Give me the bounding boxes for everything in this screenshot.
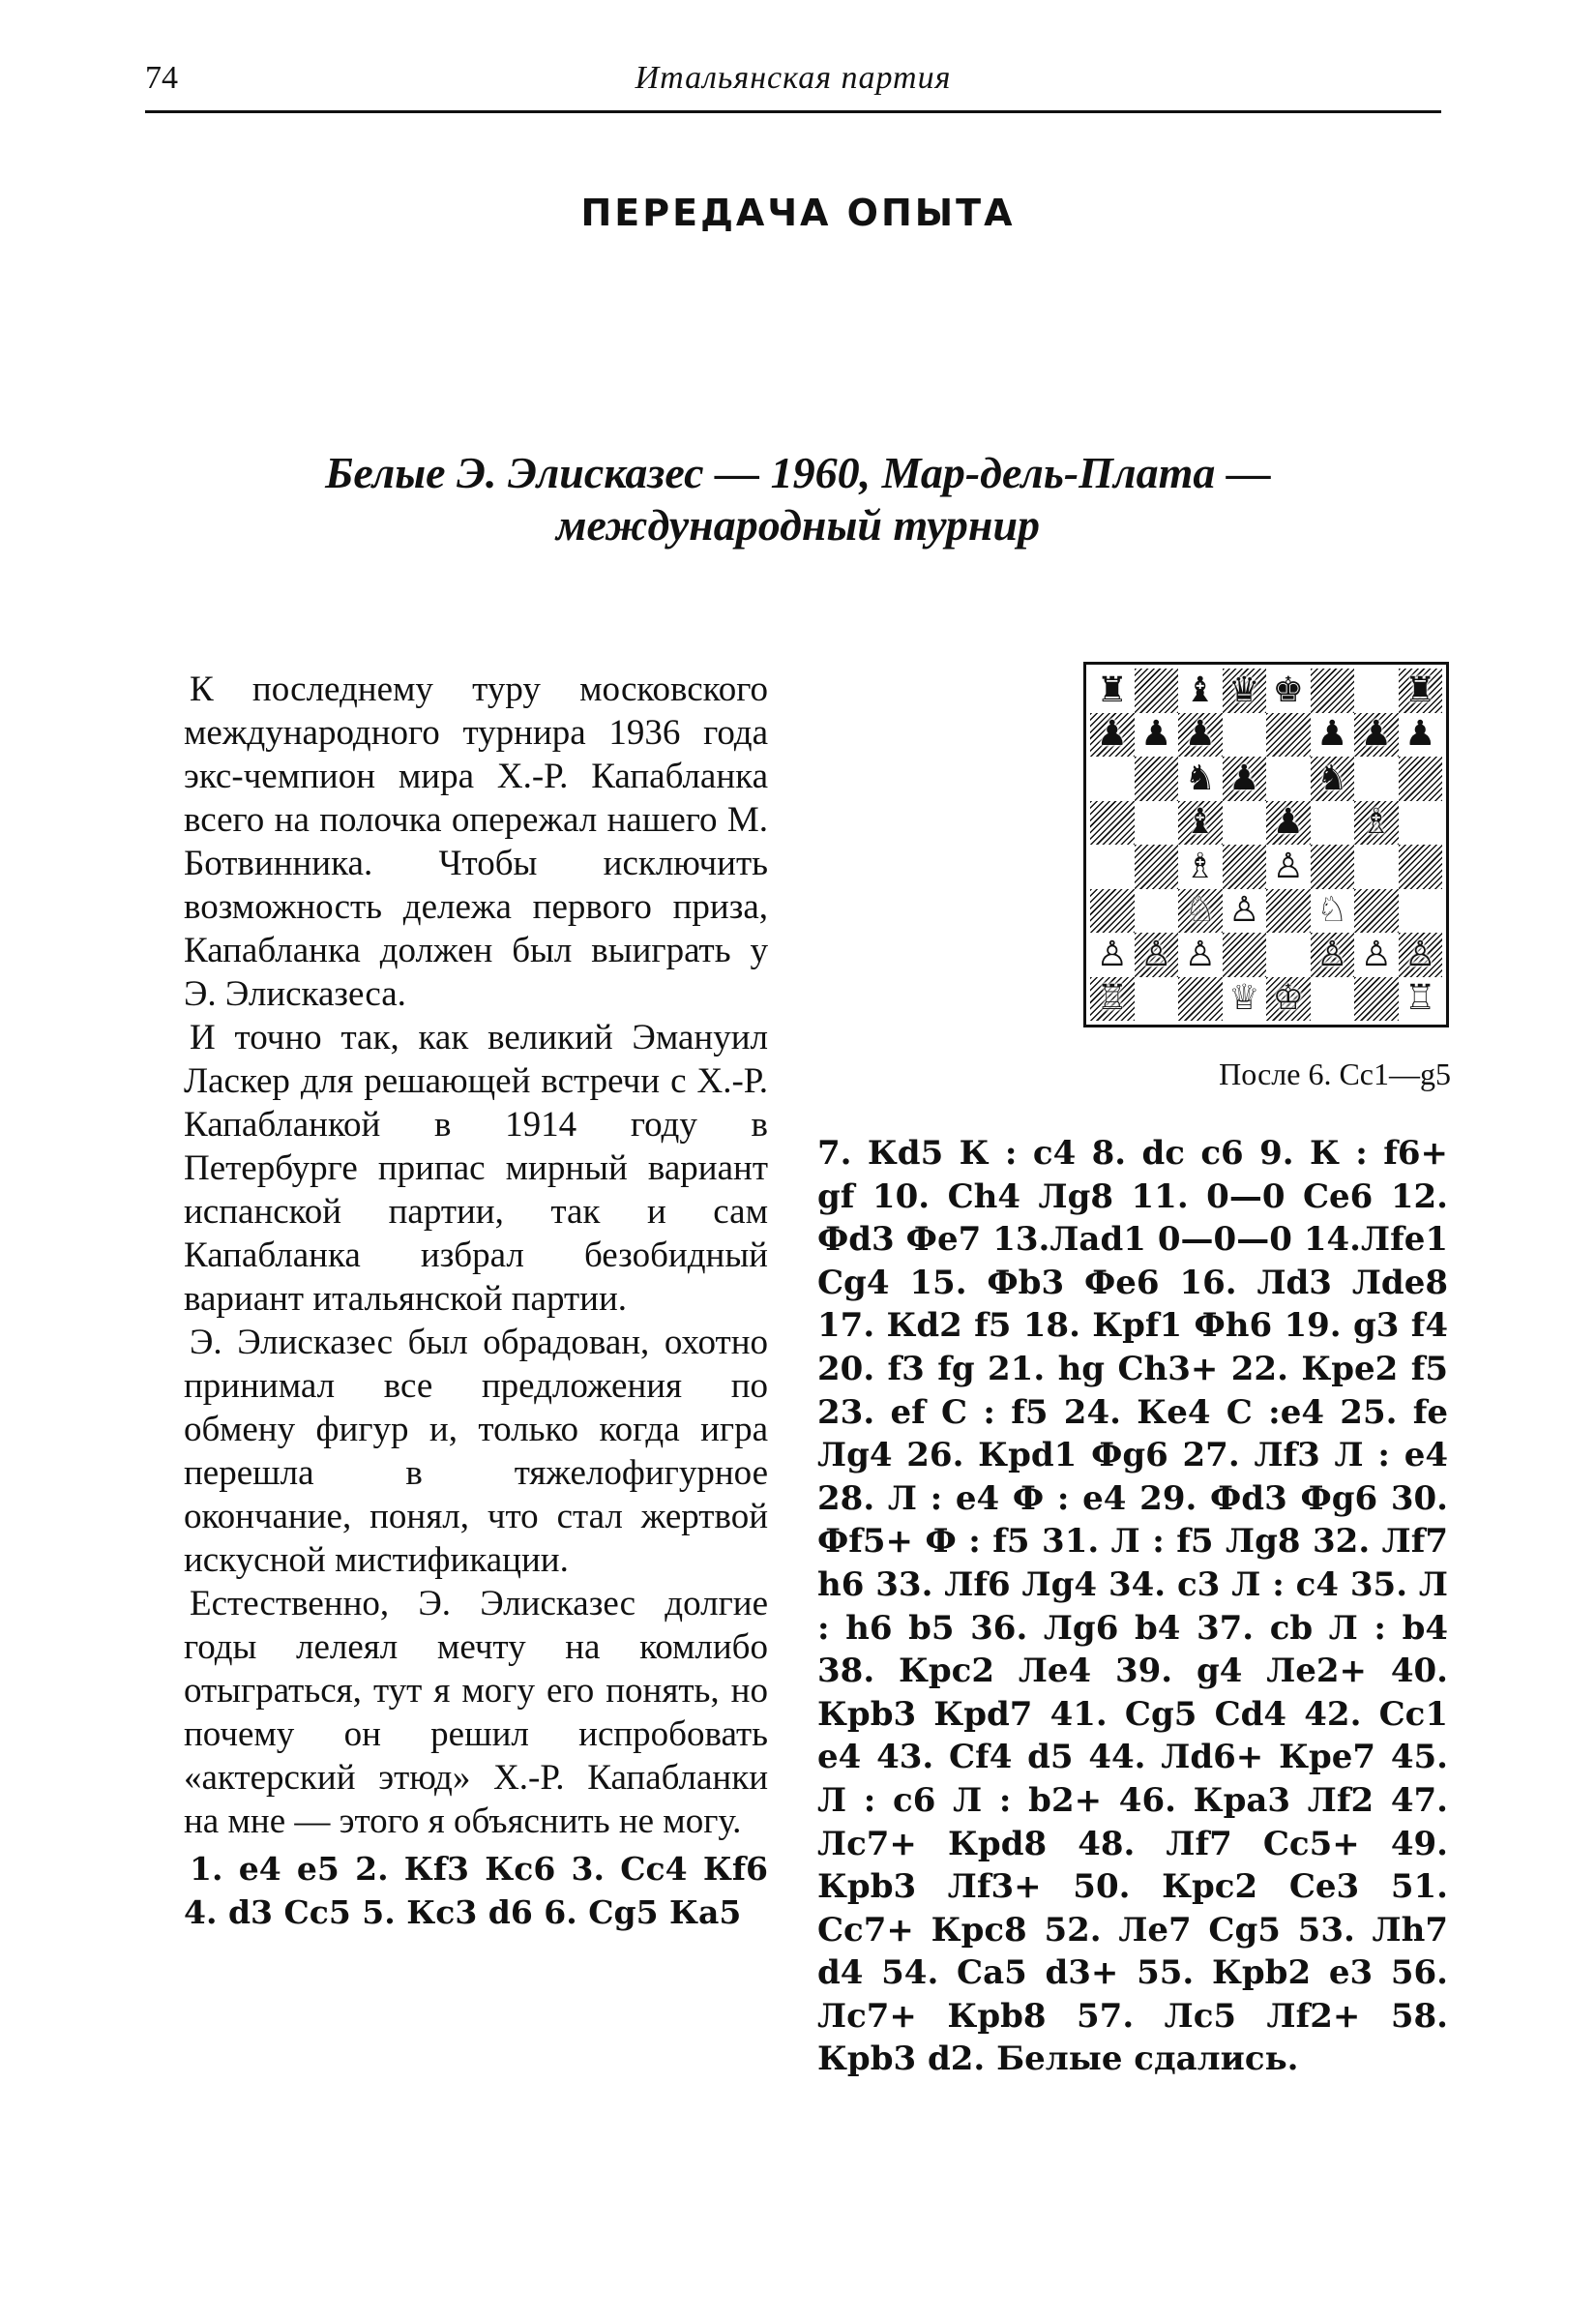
square-f7 bbox=[1311, 713, 1355, 758]
chess-piece-icon: ♙ bbox=[1404, 934, 1436, 974]
chess-piece-icon: ♟ bbox=[1096, 714, 1128, 755]
square-b7 bbox=[1135, 713, 1179, 758]
chapter-title: ПЕРЕДАЧА ОПЫТА bbox=[580, 192, 1016, 234]
square-d2 bbox=[1223, 933, 1267, 977]
chess-piece-icon: ♔ bbox=[1272, 978, 1304, 1019]
chess-piece-icon: ♖ bbox=[1404, 978, 1436, 1019]
chess-piece-icon: ♝ bbox=[1184, 802, 1216, 843]
square-e6 bbox=[1266, 757, 1311, 801]
square-c6 bbox=[1178, 757, 1223, 801]
square-d4 bbox=[1223, 845, 1267, 889]
square-h8 bbox=[1399, 669, 1443, 713]
game-heading bbox=[193, 447, 1403, 551]
square-f8 bbox=[1311, 669, 1355, 713]
square-e2 bbox=[1266, 933, 1311, 977]
chess-diagram bbox=[1083, 662, 1449, 1027]
chess-piece-icon: ♙ bbox=[1096, 934, 1128, 974]
square-c4 bbox=[1178, 845, 1223, 889]
square-g7 bbox=[1354, 713, 1399, 758]
square-g4 bbox=[1354, 845, 1399, 889]
chess-piece-icon: ♛ bbox=[1228, 670, 1260, 710]
square-d1 bbox=[1223, 977, 1267, 1022]
square-a1 bbox=[1090, 977, 1135, 1022]
square-h6 bbox=[1399, 757, 1443, 801]
square-a7 bbox=[1090, 713, 1135, 758]
square-d5 bbox=[1223, 801, 1267, 846]
square-e8 bbox=[1266, 669, 1311, 713]
chess-piece-icon: ♙ bbox=[1316, 934, 1348, 974]
square-a2 bbox=[1090, 933, 1135, 977]
diagram-caption: После 6. Сc1—g5 bbox=[1219, 1057, 1451, 1091]
square-e3 bbox=[1266, 889, 1311, 934]
square-b4 bbox=[1135, 845, 1179, 889]
square-h1 bbox=[1399, 977, 1443, 1022]
square-f4 bbox=[1311, 845, 1355, 889]
game-heading-line2: международный турнир bbox=[555, 500, 1041, 550]
square-d7 bbox=[1223, 713, 1267, 758]
square-f1 bbox=[1311, 977, 1355, 1022]
square-f3 bbox=[1311, 889, 1355, 934]
square-g5 bbox=[1354, 801, 1399, 846]
chess-piece-icon: ♖ bbox=[1096, 978, 1128, 1019]
square-a6 bbox=[1090, 757, 1135, 801]
square-b2 bbox=[1135, 933, 1179, 977]
chess-piece-icon: ♙ bbox=[1184, 934, 1216, 974]
square-d6 bbox=[1223, 757, 1267, 801]
square-g8 bbox=[1354, 669, 1399, 713]
chess-piece-icon: ♟ bbox=[1140, 714, 1172, 755]
square-e7 bbox=[1266, 713, 1311, 758]
chess-piece-icon: ♗ bbox=[1184, 846, 1216, 886]
square-d3 bbox=[1223, 889, 1267, 934]
square-b6 bbox=[1135, 757, 1179, 801]
square-h7 bbox=[1399, 713, 1443, 758]
square-f5 bbox=[1311, 801, 1355, 846]
square-g1 bbox=[1354, 977, 1399, 1022]
game-moves: 7. Кd5 К : c4 8. dc c6 9. К : f6+ gf 10. Сh4 Лg8 11. 0—0 Сe6 12. Фd3 Фe7 13.Лad1 0—0—0 14.Лfe1 Сg4 15. Фb3 Фe6 16. Лd3 Лde8 17. Кd2 f5 18. Кpf1 Фh6 19. g3 f4 20. f3 fg 21. hg Сh3+ 22. Кpe2 f5 23. ef С : f5 24. Кe4 С :e4 25. fe Лg4 26. Кpd1 Фg6 27. Лf3 Л : e4 28. Л : e4 Ф : e4 29. Фd3 Фg6 30. Фf5+ Ф : f5 31. Л : f5 Лg8 32. Лf7 h6 33. Лf6 Лg4 34. c3 Л : c4 35. Л : h6 b5 36. Лg6 b4 37. cb Л : b4 38. Кpc2 Лe4 39. g4 Лe2+ 40. Кpb3 Кpd7 41. Сg5 Сd4 42. Сc1 e4 43. Сf4 d5 44. Лd6+ Кpe7 45. Л : c6 Л : b2+ 46. Кpa3 Лf2 47. Лc7+ Кpd8 48. Лf7 Сc5+ 49. Кpb3 Лf3+ 50. Кpc2 Сe3 51. Сc7+ Кpc8 52. Лe7 Сg5 53. Лh7 d4 54. Сa5 d3+ 55. Кpb2 e3 56. Лc7+ Кpb8 57. Лc5 Лf2+ 58. Кpb3 d2. Белые сдались. bbox=[817, 1134, 1448, 2079]
square-f2 bbox=[1311, 933, 1355, 977]
square-h5 bbox=[1399, 801, 1443, 846]
square-d8 bbox=[1223, 669, 1267, 713]
chess-piece-icon: ♙ bbox=[1228, 890, 1260, 931]
square-h4 bbox=[1399, 845, 1443, 889]
chess-piece-icon: ♟ bbox=[1316, 714, 1348, 755]
square-c1 bbox=[1178, 977, 1223, 1022]
chess-piece-icon: ♞ bbox=[1316, 758, 1348, 798]
chess-piece-icon: ♟ bbox=[1228, 758, 1260, 798]
square-c3 bbox=[1178, 889, 1223, 934]
chess-piece-icon: ♟ bbox=[1272, 802, 1304, 843]
square-c5 bbox=[1178, 801, 1223, 846]
running-header bbox=[145, 60, 1441, 108]
square-a8 bbox=[1090, 669, 1135, 713]
game-heading-line1: Белые Э. Элисказес — 1960, Мар-дель-Плата — bbox=[325, 448, 1271, 497]
square-e5 bbox=[1266, 801, 1311, 846]
chess-piece-icon: ♙ bbox=[1272, 846, 1304, 886]
commentary-column bbox=[184, 668, 768, 1934]
chess-piece-icon: ♟ bbox=[1184, 714, 1216, 755]
square-a5 bbox=[1090, 801, 1135, 846]
chess-piece-icon: ♘ bbox=[1316, 890, 1348, 931]
square-b1 bbox=[1135, 977, 1179, 1022]
square-c7 bbox=[1178, 713, 1223, 758]
square-g2 bbox=[1354, 933, 1399, 977]
chess-piece-icon: ♕ bbox=[1228, 978, 1260, 1019]
header-rule bbox=[145, 110, 1441, 113]
square-e1 bbox=[1266, 977, 1311, 1022]
chess-piece-icon: ♞ bbox=[1184, 758, 1216, 798]
chess-piece-icon: ♜ bbox=[1404, 670, 1436, 710]
paragraph: К последнему туру московского международного турнира 1936 года экс-чемпион мира Х.-Р. Капабланка всего на полочка опережал нашего М. Ботвинника. Чтобы исключить возможность дележа первого приза, Капабланка должен был выиграть у Э. Элисказеса. bbox=[184, 670, 768, 1014]
square-g3 bbox=[1354, 889, 1399, 934]
square-h3 bbox=[1399, 889, 1443, 934]
opening-moves: 1. e4 e5 2. Кf3 Кc6 3. Сc4 Кf6 4. d3 Сc5 5. Кc3 d6 6. Сg5 Кa5 bbox=[184, 1850, 768, 1931]
chess-piece-icon: ♙ bbox=[1360, 934, 1392, 974]
page-number: 74 bbox=[145, 60, 178, 96]
square-e4 bbox=[1266, 845, 1311, 889]
square-c2 bbox=[1178, 933, 1223, 977]
chess-piece-icon: ♟ bbox=[1404, 714, 1436, 755]
paragraph: И точно так, как великий Эмануил Ласкер для решающей встречи с Х.-Р. Капабланкой в 1914 году в Петербурге припас мирный вариант испанской партии, так и сам Капабланка избрал безобидный вариант итальянской партии. bbox=[184, 1018, 768, 1319]
chess-piece-icon: ♗ bbox=[1360, 802, 1392, 843]
running-title: Итальянская партия bbox=[635, 60, 952, 96]
square-a3 bbox=[1090, 889, 1135, 934]
chess-piece-icon: ♟ bbox=[1360, 714, 1392, 755]
chess-piece-icon: ♝ bbox=[1184, 670, 1216, 710]
chess-piece-icon: ♚ bbox=[1272, 670, 1304, 710]
paragraph: Э. Элисказес был обрадован, охотно принимал все предложения по обмену фигур и, только когда игра перешла в тяжелофигурное окончание, понял, что стал жертвой искусной мистификации. bbox=[184, 1323, 768, 1580]
chess-piece-icon: ♙ bbox=[1140, 934, 1172, 974]
square-b5 bbox=[1135, 801, 1179, 846]
chess-board bbox=[1090, 669, 1442, 1021]
square-h2 bbox=[1399, 933, 1443, 977]
square-b3 bbox=[1135, 889, 1179, 934]
chess-piece-icon: ♜ bbox=[1096, 670, 1128, 710]
square-b8 bbox=[1135, 669, 1179, 713]
paragraph: Естественно, Э. Элисказес долгие годы лелеял мечту на комлибо отыграться, тут я могу его понять, но почему он решил испробовать «актерский этюд» Х.-Р. Капабланки на мне — этого я объяснить не могу. bbox=[184, 1584, 768, 1841]
square-a4 bbox=[1090, 845, 1135, 889]
square-f6 bbox=[1311, 757, 1355, 801]
square-g6 bbox=[1354, 757, 1399, 801]
chess-piece-icon: ♘ bbox=[1184, 890, 1216, 931]
square-c8 bbox=[1178, 669, 1223, 713]
